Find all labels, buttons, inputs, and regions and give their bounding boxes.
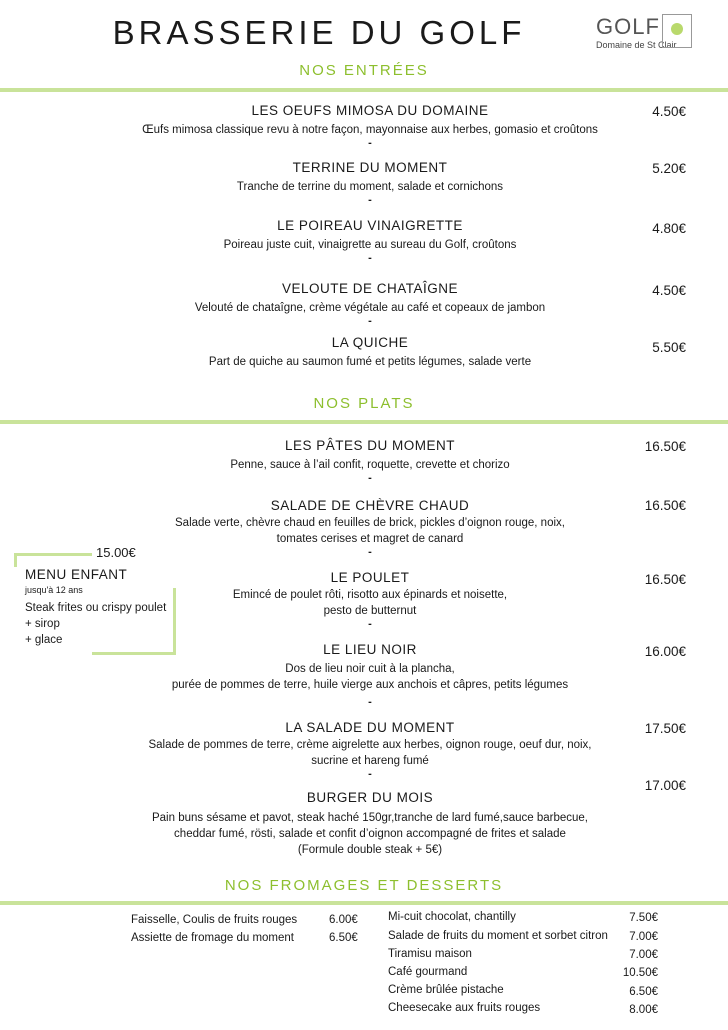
dish-separator: - xyxy=(368,252,372,264)
dessert-item-name: Cheesecake aux fruits rouges xyxy=(388,1002,541,1014)
dish-price: 4.80€ xyxy=(652,221,686,236)
menu-item xyxy=(100,218,640,263)
menu-item xyxy=(100,570,640,629)
dish-separator: - xyxy=(368,194,372,206)
dessert-item-price: 7.00€ xyxy=(629,931,658,943)
cheese-item-price: 6.00€ xyxy=(329,914,358,926)
dish-price: 16.50€ xyxy=(644,439,686,454)
kids-menu-title: MENU ENFANT xyxy=(25,567,128,582)
menu-item xyxy=(100,790,640,858)
dish-description: Salade de pommes de terre, crème aigrelette aux herbes, oignon rouge, oeuf dur, noix, xyxy=(148,739,592,751)
dish-description: purée de pommes de terre, huile vierge aux anchois et câpres, petits légumes xyxy=(171,679,569,691)
dish-name: LES PÂTES DU MOMENT xyxy=(284,438,456,453)
dish-name: LA SALADE DU MOMENT xyxy=(285,720,455,735)
dish-price: 16.50€ xyxy=(644,572,686,587)
dish-name: LES OEUFS MIMOSA DU DOMAINE xyxy=(251,103,489,118)
dish-separator: - xyxy=(368,618,372,630)
dessert-item-name: Tiramisu maison xyxy=(388,948,472,960)
section-title-entrees: NOS ENTRÉES xyxy=(299,62,429,79)
golf-logo xyxy=(596,14,696,56)
section-title-plats: NOS PLATS xyxy=(313,395,415,412)
dish-description: Dos de lieu noir cuit à la plancha, xyxy=(285,663,455,675)
cheese-item-price: 6.50€ xyxy=(329,932,358,944)
dessert-item-name: Mi-cuit chocolat, chantilly xyxy=(388,911,516,923)
dish-price: 17.50€ xyxy=(644,721,686,736)
dish-separator: - xyxy=(368,546,372,558)
kids-menu-line: + sirop xyxy=(25,618,60,630)
kids-menu-frame xyxy=(14,553,92,556)
menu-item xyxy=(100,720,640,779)
kids-menu-frame xyxy=(92,652,176,655)
dish-description: Salade verte, chèvre chaud en feuilles de brick, pickles d’oignon rouge, noix, xyxy=(175,517,565,529)
menu-item xyxy=(100,438,640,483)
dish-description: pesto de butternut xyxy=(323,605,417,617)
dessert-item-price: 8.00€ xyxy=(629,1004,658,1016)
dish-name: VELOUTE DE CHATAÎGNE xyxy=(281,281,459,296)
dessert-item-price: 10.50€ xyxy=(622,967,658,979)
dish-price: 5.20€ xyxy=(652,161,686,176)
menu-item xyxy=(100,642,640,707)
dessert-item-price: 7.50€ xyxy=(629,912,658,924)
dish-name: BURGER DU MOIS xyxy=(306,790,434,805)
kids-menu-frame xyxy=(173,588,176,654)
dish-separator: - xyxy=(368,137,372,149)
section-divider xyxy=(0,901,728,905)
dish-description: Poireau juste cuit, vinaigrette au sureau du Golf, croûtons xyxy=(223,239,517,251)
kids-menu-price: 15.00€ xyxy=(96,545,136,560)
dish-price: 17.00€ xyxy=(644,778,686,793)
dessert-item-name: Café gourmand xyxy=(388,966,468,978)
golf-ball-icon xyxy=(662,14,692,48)
dessert-item-price: 7.00€ xyxy=(629,949,658,961)
dish-price: 16.50€ xyxy=(644,498,686,513)
dessert-item-name: Crème brûlée pistache xyxy=(388,984,504,996)
dish-separator: - xyxy=(368,472,372,484)
dish-description: Velouté de chataîgne, crème végétale au café et copeaux de jambon xyxy=(194,302,546,314)
dish-price: 5.50€ xyxy=(652,340,686,355)
cheese-item-name: Assiette de fromage du moment xyxy=(131,932,294,944)
kids-menu-line: + glace xyxy=(25,634,63,646)
dessert-item-name: Salade de fruits du moment et sorbet citron xyxy=(388,930,608,942)
menu-item xyxy=(100,335,640,370)
kids-menu-line: Steak frites ou crispy poulet xyxy=(25,602,167,614)
dish-price: 16.00€ xyxy=(644,644,686,659)
section-divider xyxy=(0,88,728,92)
logo-subtext: Domaine de St Clair xyxy=(596,40,677,50)
dish-description: tomates cerises et magret de canard xyxy=(276,533,464,545)
dish-name: LE POIREAU VINAIGRETTE xyxy=(277,218,463,233)
dish-description: (Formule double steak + 5€) xyxy=(297,844,443,856)
dish-separator: - xyxy=(368,696,372,708)
section-divider xyxy=(0,420,728,424)
dish-name: LE POULET xyxy=(330,570,410,585)
dessert-item-price: 6.50€ xyxy=(629,986,658,998)
dish-separator: - xyxy=(368,768,372,780)
kids-menu-frame xyxy=(14,553,17,567)
dish-name: LE LIEU NOIR xyxy=(323,642,417,657)
section-title-desserts: NOS FROMAGES ET DESSERTS xyxy=(224,877,504,894)
dish-price: 4.50€ xyxy=(652,283,686,298)
menu-item xyxy=(100,498,640,557)
dish-description: cheddar fumé, rösti, salade et confit d’oignon accompagné de frites et salade xyxy=(174,828,566,840)
dish-description: Part de quiche au saumon fumé et petits légumes, salade verte xyxy=(208,356,532,368)
dish-description: Pain buns sésame et pavot, steak haché 150gr,tranche de lard fumé,sauce barbecue, xyxy=(151,812,588,824)
dish-description: Tranche de terrine du moment, salade et cornichons xyxy=(236,181,504,193)
kids-menu-age: jusqu'à 12 ans xyxy=(25,585,83,595)
dish-description: Œufs mimosa classique revu à notre façon, mayonnaise aux herbes, gomasio et croûtons xyxy=(142,124,598,136)
cheese-item-name: Faisselle, Coulis de fruits rouges xyxy=(131,914,298,926)
dish-name: TERRINE DU MOMENT xyxy=(292,160,448,175)
dish-price: 4.50€ xyxy=(652,104,686,119)
menu-item xyxy=(100,103,640,148)
dish-description: Emincé de poulet rôti, risotto aux épinards et noisette, xyxy=(232,589,508,601)
dish-name: SALADE DE CHÈVRE CHAUD xyxy=(270,498,470,513)
dish-name: LA QUICHE xyxy=(331,335,409,350)
menu-item xyxy=(100,281,640,326)
page-title: BRASSERIE DU GOLF xyxy=(112,14,526,51)
dish-description: Penne, sauce à l’ail confit, roquette, crevette et chorizo xyxy=(230,459,510,471)
menu-item xyxy=(100,160,640,205)
logo-text: GOLF xyxy=(596,14,660,39)
dish-description: sucrine et hareng fumé xyxy=(311,755,429,767)
dish-separator: - xyxy=(368,315,372,327)
